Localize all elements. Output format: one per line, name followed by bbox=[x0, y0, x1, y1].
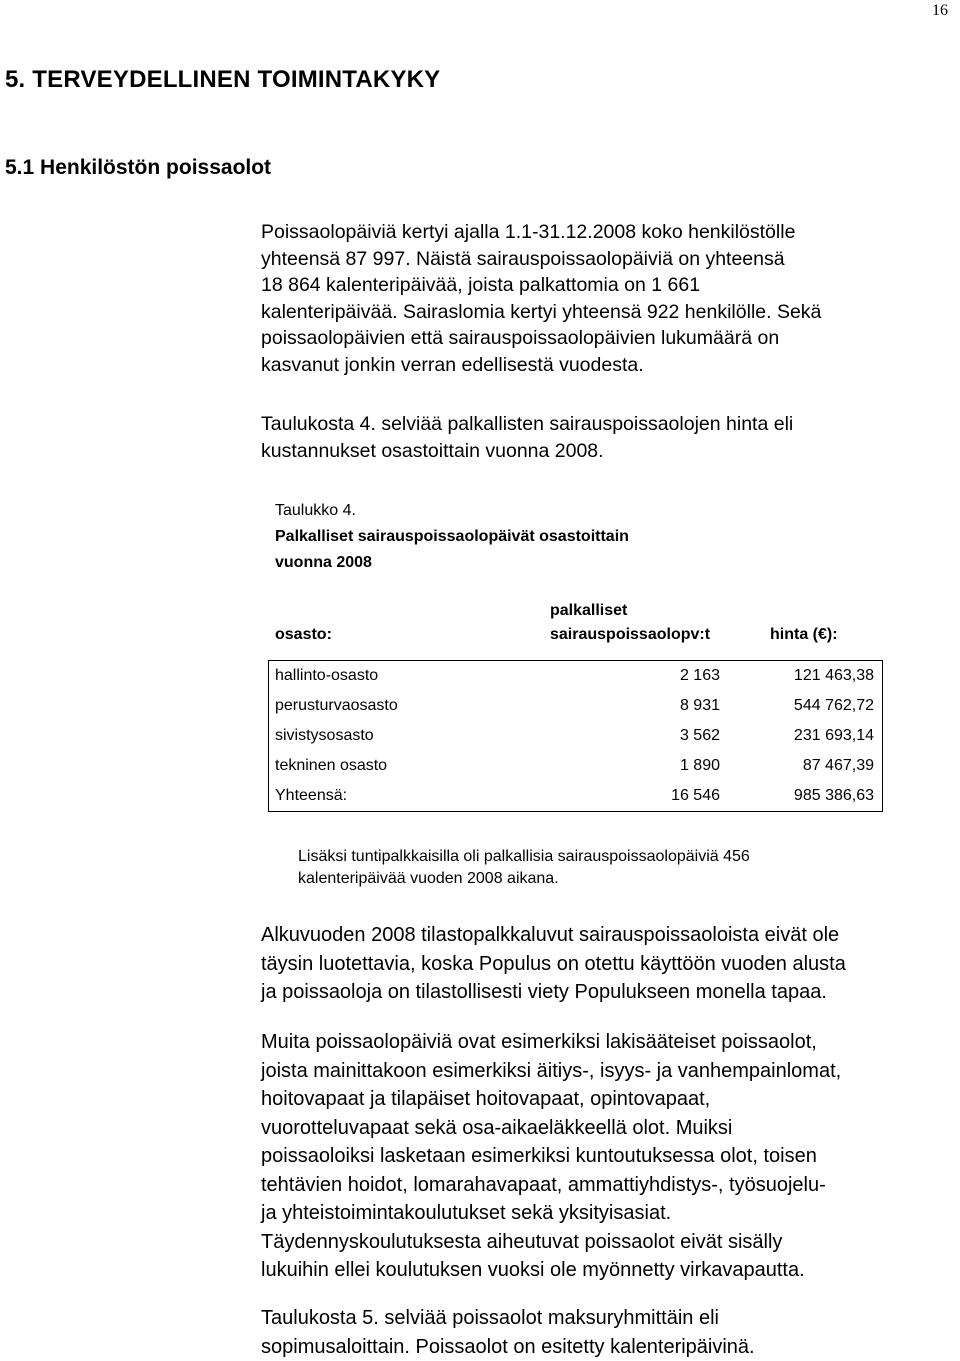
days-cell: 3 562 bbox=[679, 727, 720, 744]
page-number: 16 bbox=[932, 2, 948, 19]
chapter-heading: 5. TERVEYDELLINEN TOIMINTAKYKY bbox=[5, 66, 441, 93]
column-header-days: palkalliset sairauspoissaolopv:t bbox=[550, 602, 711, 643]
department-cell: sivistysosasto bbox=[275, 727, 374, 744]
days-cell: 1 890 bbox=[679, 757, 720, 774]
days-cell: 8 931 bbox=[679, 697, 720, 714]
table-5-reference-paragraph: Taulukosta 5. selviää poissaolot maksuryhmittäin eli sopimusaloittain. Poissaolot on esitetty kalenteripäivinä. bbox=[261, 1307, 755, 1358]
days-cell: 2 163 bbox=[679, 667, 720, 684]
department-cell: hallinto-osasto bbox=[275, 667, 379, 684]
other-absences-paragraph: Muita poissaolopäiviä ovat esimerkiksi lakisääteiset poissaolot, joista mainittakoon esimerkiksi äitiys-, isyys- ja vanhempainlomat, hoitovapaat ja tilapäiset hoitovapaat, opintovapaat, vuorotteluvapaat sekä osa-aikaeläkkeellä olot. Muiksi poissaoloiksi lasketaan esimerkiksi kuntoutuksessa olot, toisen tehtävien hoidot, lomarahavapaat, ammattiyhdistys-, työsuojelu- ja yhteistoimintakoulutukset sekä yksityisasiat. Täydennyskoulutuksesta aiheutuvat poissaolot eivät sisälly lukuihin ellei koulutuksen vuoksi ole myönnetty virkavapautta. bbox=[261, 1031, 842, 1281]
hourly-staff-note: Lisäksi tuntipalkkaisilla oli palkallisia sairauspoissaolopäiviä 456 kalenteripäivää vuoden 2008 aikana. bbox=[298, 848, 750, 887]
cost-cell: 231 693,14 bbox=[793, 727, 874, 744]
table-reference-paragraph: Taulukosta 4. selviää palkallisten sairauspoissaolojen hinta eli kustannukset osastoittain vuonna 2008. bbox=[261, 413, 794, 462]
table-label: Taulukko 4. bbox=[275, 502, 356, 519]
column-header-department: osasto: bbox=[275, 626, 332, 643]
days-cell: 16 546 bbox=[671, 787, 720, 804]
table-row bbox=[269, 751, 883, 781]
table-row bbox=[269, 721, 883, 751]
department-cell: Yhteensä: bbox=[275, 787, 348, 804]
department-cell: tekninen osasto bbox=[275, 757, 388, 774]
table-total-row bbox=[269, 781, 883, 812]
section-heading: 5.1 Henkilöstön poissaolot bbox=[5, 156, 272, 179]
absences-summary-paragraph: Poissaolopäiviä kertyi ajalla 1.1-31.12.2008 koko henkilöstölle yhteensä 87 997. Näistä sairauspoissaolopäiviä on yhteensä 18 864 kalenteripäivää, joista palkattomia on 1 661 kalenteripäivää. Sairaslomia kertyi yhteensä 922 henkilölle. Sekä poissaolopäivien että sairauspoissaolopäivien lukumäärä on kasvanut jonkin verran edellisestä vuodesta. bbox=[261, 221, 822, 376]
cost-cell: 121 463,38 bbox=[793, 667, 874, 684]
table-caption bbox=[275, 498, 629, 576]
table-title: Palkalliset sairauspoissaolopäivät osastoittain vuonna 2008 bbox=[275, 528, 629, 571]
table-row bbox=[269, 661, 883, 692]
cost-cell: 87 467,39 bbox=[802, 757, 874, 774]
statistics-reliability-paragraph: Alkuvuoden 2008 tilastopalkkaluvut sairauspoissaoloista eivät ole täysin luotettavia, koska Populus on otettu käyttöön vuoden alusta ja poissaoloja on tilastollisesti viety Populukseen monella tapaa. bbox=[261, 924, 846, 1003]
cost-cell: 544 762,72 bbox=[793, 697, 874, 714]
department-cell: perusturvaosasto bbox=[275, 697, 398, 714]
cost-cell: 985 386,63 bbox=[793, 787, 874, 804]
sick-leave-cost-table bbox=[268, 660, 883, 812]
table-row bbox=[269, 691, 883, 721]
column-header-cost: hinta (€): bbox=[770, 626, 838, 643]
